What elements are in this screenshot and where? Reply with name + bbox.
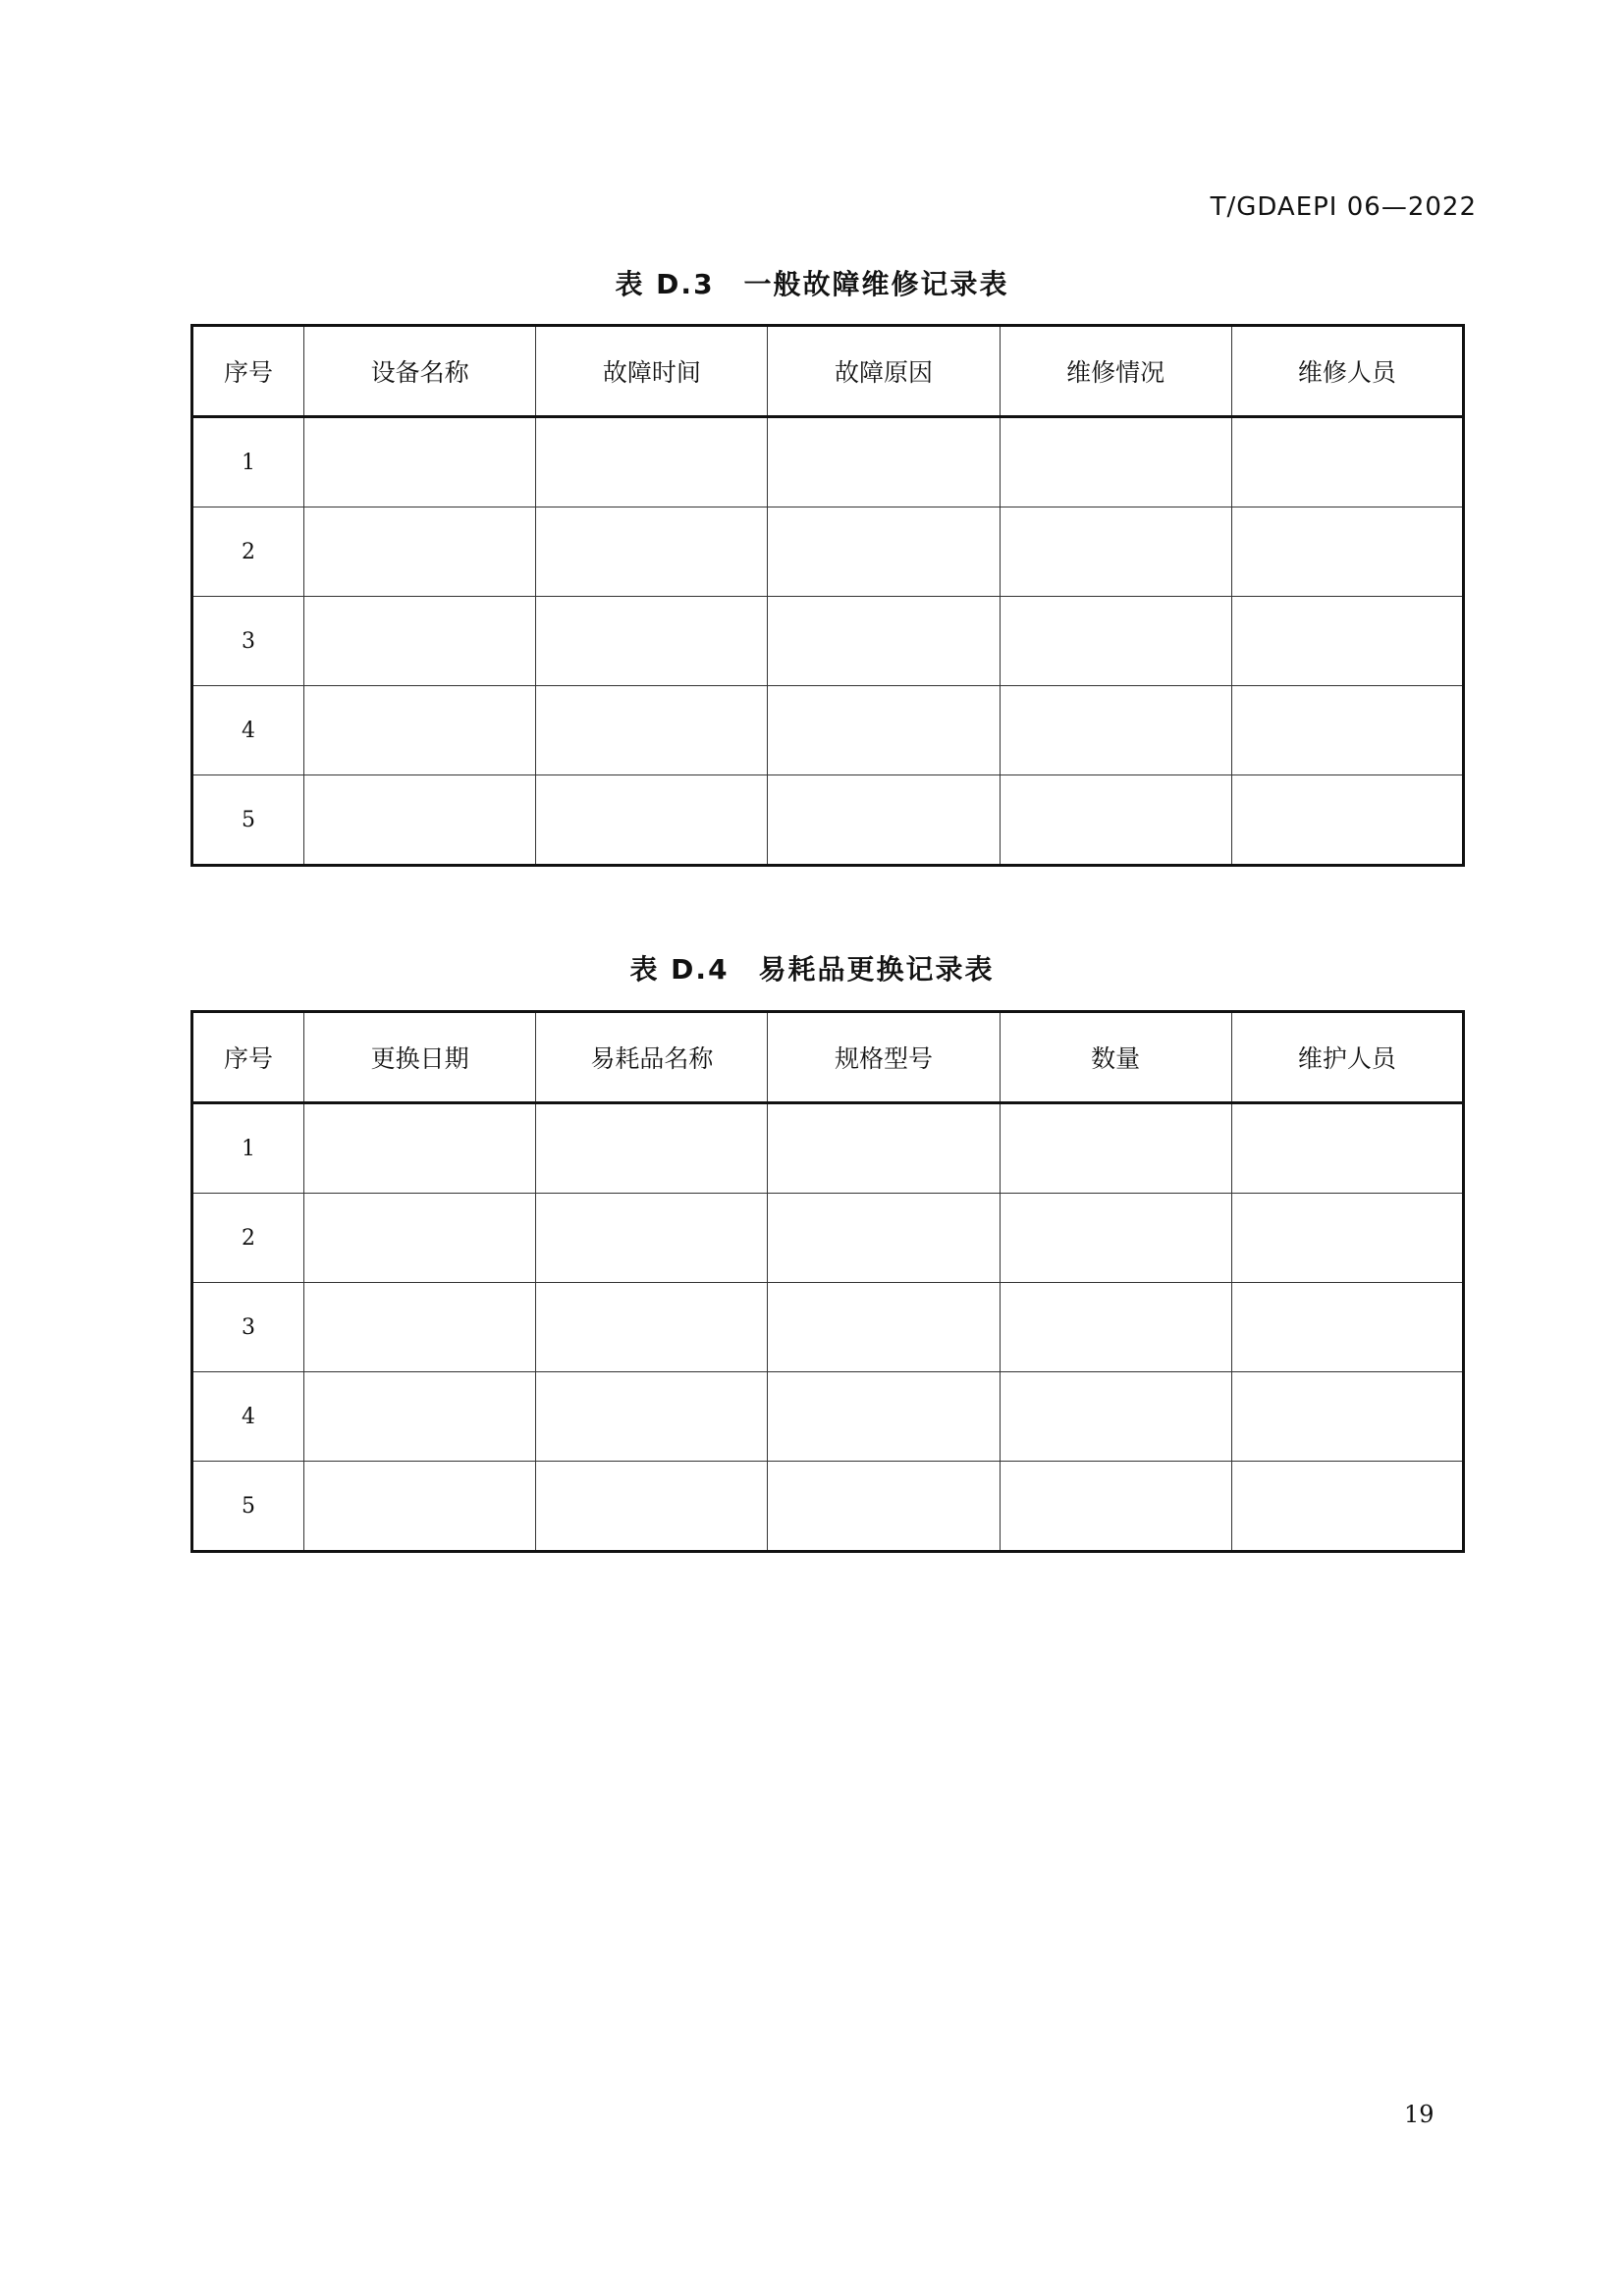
table-cell — [768, 597, 1000, 686]
table-d4-title: 表 D.4 易耗品更换记录表 — [629, 953, 995, 986]
document-code: T/GDAEPI 06—2022 — [1210, 192, 1477, 222]
table-cell — [536, 1194, 768, 1283]
table-cell — [304, 1103, 536, 1194]
row-index: 3 — [192, 1283, 304, 1372]
table-cell — [1000, 686, 1231, 775]
row-index: 1 — [192, 1103, 304, 1194]
table-cell — [1000, 1372, 1231, 1462]
table-cell — [1231, 597, 1463, 686]
table-d3-title: 表 D.3 一般故障维修记录表 — [615, 268, 1009, 300]
row-index: 4 — [192, 686, 304, 775]
table-cell — [304, 686, 536, 775]
column-header: 易耗品名称 — [536, 1012, 768, 1103]
table-cell — [1000, 597, 1231, 686]
table-row — [192, 1103, 1464, 1194]
row-index: 1 — [192, 417, 304, 507]
table-cell — [1000, 1103, 1231, 1194]
table-cell — [1231, 1462, 1463, 1552]
fault-repair-record-table — [190, 324, 1465, 867]
table-cell — [304, 1194, 536, 1283]
table-cell — [1000, 1283, 1231, 1372]
table-row — [192, 1372, 1464, 1462]
consumables-replacement-record-table — [190, 1010, 1465, 1553]
row-index: 2 — [192, 507, 304, 597]
table-cell — [536, 1372, 768, 1462]
table-cell — [536, 417, 768, 507]
table-cell — [1231, 686, 1463, 775]
table-cell — [536, 686, 768, 775]
table-cell — [304, 1372, 536, 1462]
row-index: 3 — [192, 597, 304, 686]
column-header: 序号 — [192, 326, 304, 417]
table-cell — [768, 1462, 1000, 1552]
table-cell — [536, 1462, 768, 1552]
table-row — [192, 417, 1464, 507]
column-header: 更换日期 — [304, 1012, 536, 1103]
table-cell — [1000, 417, 1231, 507]
column-header: 故障时间 — [536, 326, 768, 417]
column-header: 规格型号 — [768, 1012, 1000, 1103]
table-cell — [768, 686, 1000, 775]
table-row — [192, 1194, 1464, 1283]
table-row — [192, 597, 1464, 686]
table-cell — [1231, 1194, 1463, 1283]
column-header: 序号 — [192, 1012, 304, 1103]
table-cell — [536, 1103, 768, 1194]
table-cell — [304, 507, 536, 597]
table-row — [192, 686, 1464, 775]
table-cell — [768, 775, 1000, 866]
table-cell — [1000, 775, 1231, 866]
table-cell — [768, 1103, 1000, 1194]
table-cell — [304, 597, 536, 686]
table-cell — [1000, 1194, 1231, 1283]
table-cell — [1231, 1283, 1463, 1372]
table-header-row — [192, 326, 1464, 417]
table-cell — [1000, 1462, 1231, 1552]
table-row — [192, 1283, 1464, 1372]
row-index: 2 — [192, 1194, 304, 1283]
table-cell — [304, 1462, 536, 1552]
table-cell — [768, 417, 1000, 507]
row-index: 5 — [192, 1462, 304, 1552]
column-header: 设备名称 — [304, 326, 536, 417]
table-cell — [768, 1283, 1000, 1372]
table-cell — [536, 1283, 768, 1372]
table-cell — [1000, 507, 1231, 597]
table-row — [192, 507, 1464, 597]
table-cell — [768, 507, 1000, 597]
table-row — [192, 1462, 1464, 1552]
table-cell — [536, 507, 768, 597]
table-cell — [536, 597, 768, 686]
table-cell — [1231, 1372, 1463, 1462]
table-cell — [768, 1372, 1000, 1462]
table-cell — [304, 1283, 536, 1372]
table-row — [192, 775, 1464, 866]
table-cell — [304, 775, 536, 866]
table-header-row — [192, 1012, 1464, 1103]
column-header: 维护人员 — [1231, 1012, 1463, 1103]
column-header: 数量 — [1000, 1012, 1231, 1103]
row-index: 4 — [192, 1372, 304, 1462]
table-cell — [1231, 1103, 1463, 1194]
column-header: 维修人员 — [1231, 326, 1463, 417]
table-cell — [1231, 775, 1463, 866]
column-header: 维修情况 — [1000, 326, 1231, 417]
column-header: 故障原因 — [768, 326, 1000, 417]
table-cell — [536, 775, 768, 866]
table-cell — [1231, 507, 1463, 597]
table-cell — [304, 417, 536, 507]
page-number: 19 — [1404, 2101, 1435, 2128]
table-cell — [768, 1194, 1000, 1283]
table-cell — [1231, 417, 1463, 507]
row-index: 5 — [192, 775, 304, 866]
